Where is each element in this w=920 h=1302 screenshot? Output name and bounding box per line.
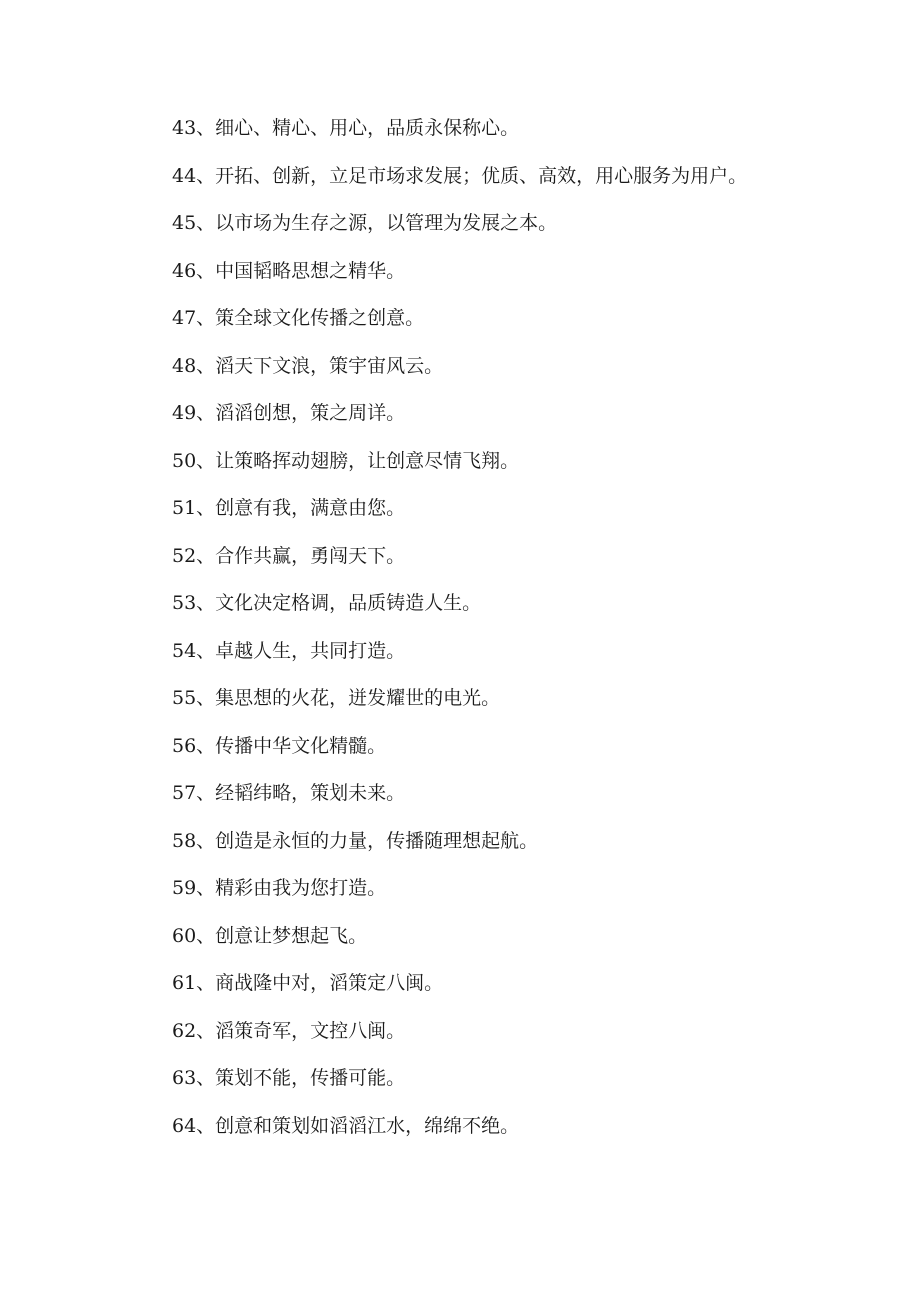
paragraph-47: 47、策全球文化传播之创意。 (172, 307, 425, 329)
paragraph-56: 56、传播中华文化精髓。 (172, 734, 387, 757)
paragraph-60: 60、创意让梦想起飞。 (172, 924, 368, 947)
paragraph-63: 63、策划不能，传播可能。 (172, 1067, 406, 1089)
paragraph-55: 55、集思想的火花，迸发耀世的电光。 (172, 687, 501, 709)
paragraph-64: 64、创意和策划如滔滔江水，绵绵不绝。 (172, 1114, 520, 1137)
paragraph-57: 57、经韬纬略，策划未来。 (172, 782, 406, 804)
paragraph-62: 62、滔策奇军，文控八闽。 (172, 1019, 406, 1042)
paragraph-61: 61、商战隆中对，滔策定八闽。 (172, 972, 444, 994)
paragraph-58: 58、创造是永恒的力量，传播随理想起航。 (172, 829, 539, 852)
paragraph-44: 44、开拓、创新，立足市场求发展；优质、高效，用心服务为用户。 (172, 164, 748, 187)
paragraph-54: 54、卓越人生，共同打造。 (172, 639, 406, 662)
paragraph-53: 53、文化决定格调，品质铸造人生。 (172, 592, 482, 614)
paragraph-50: 50、让策略挥动翅膀，让创意尽情飞翔。 (172, 449, 520, 472)
paragraph-52: 52、合作共赢，勇闯天下。 (172, 544, 406, 567)
paragraph-45: 45、以市场为生存之源，以管理为发展之本。 (172, 212, 558, 234)
paragraph-43: 43、细心、精心、用心，品质永保称心。 (172, 117, 520, 139)
paragraph-49: 49、滔滔创想，策之周详。 (172, 402, 406, 424)
document-body (140, 113, 780, 1158)
paragraph-51: 51、创意有我，满意由您。 (172, 497, 406, 519)
paragraph-48: 48、滔天下文浪，策宇宙风云。 (172, 354, 444, 377)
paragraph-59: 59、精彩由我为您打造。 (172, 877, 387, 899)
paragraph-46: 46、中国韬略思想之精华。 (172, 259, 406, 282)
